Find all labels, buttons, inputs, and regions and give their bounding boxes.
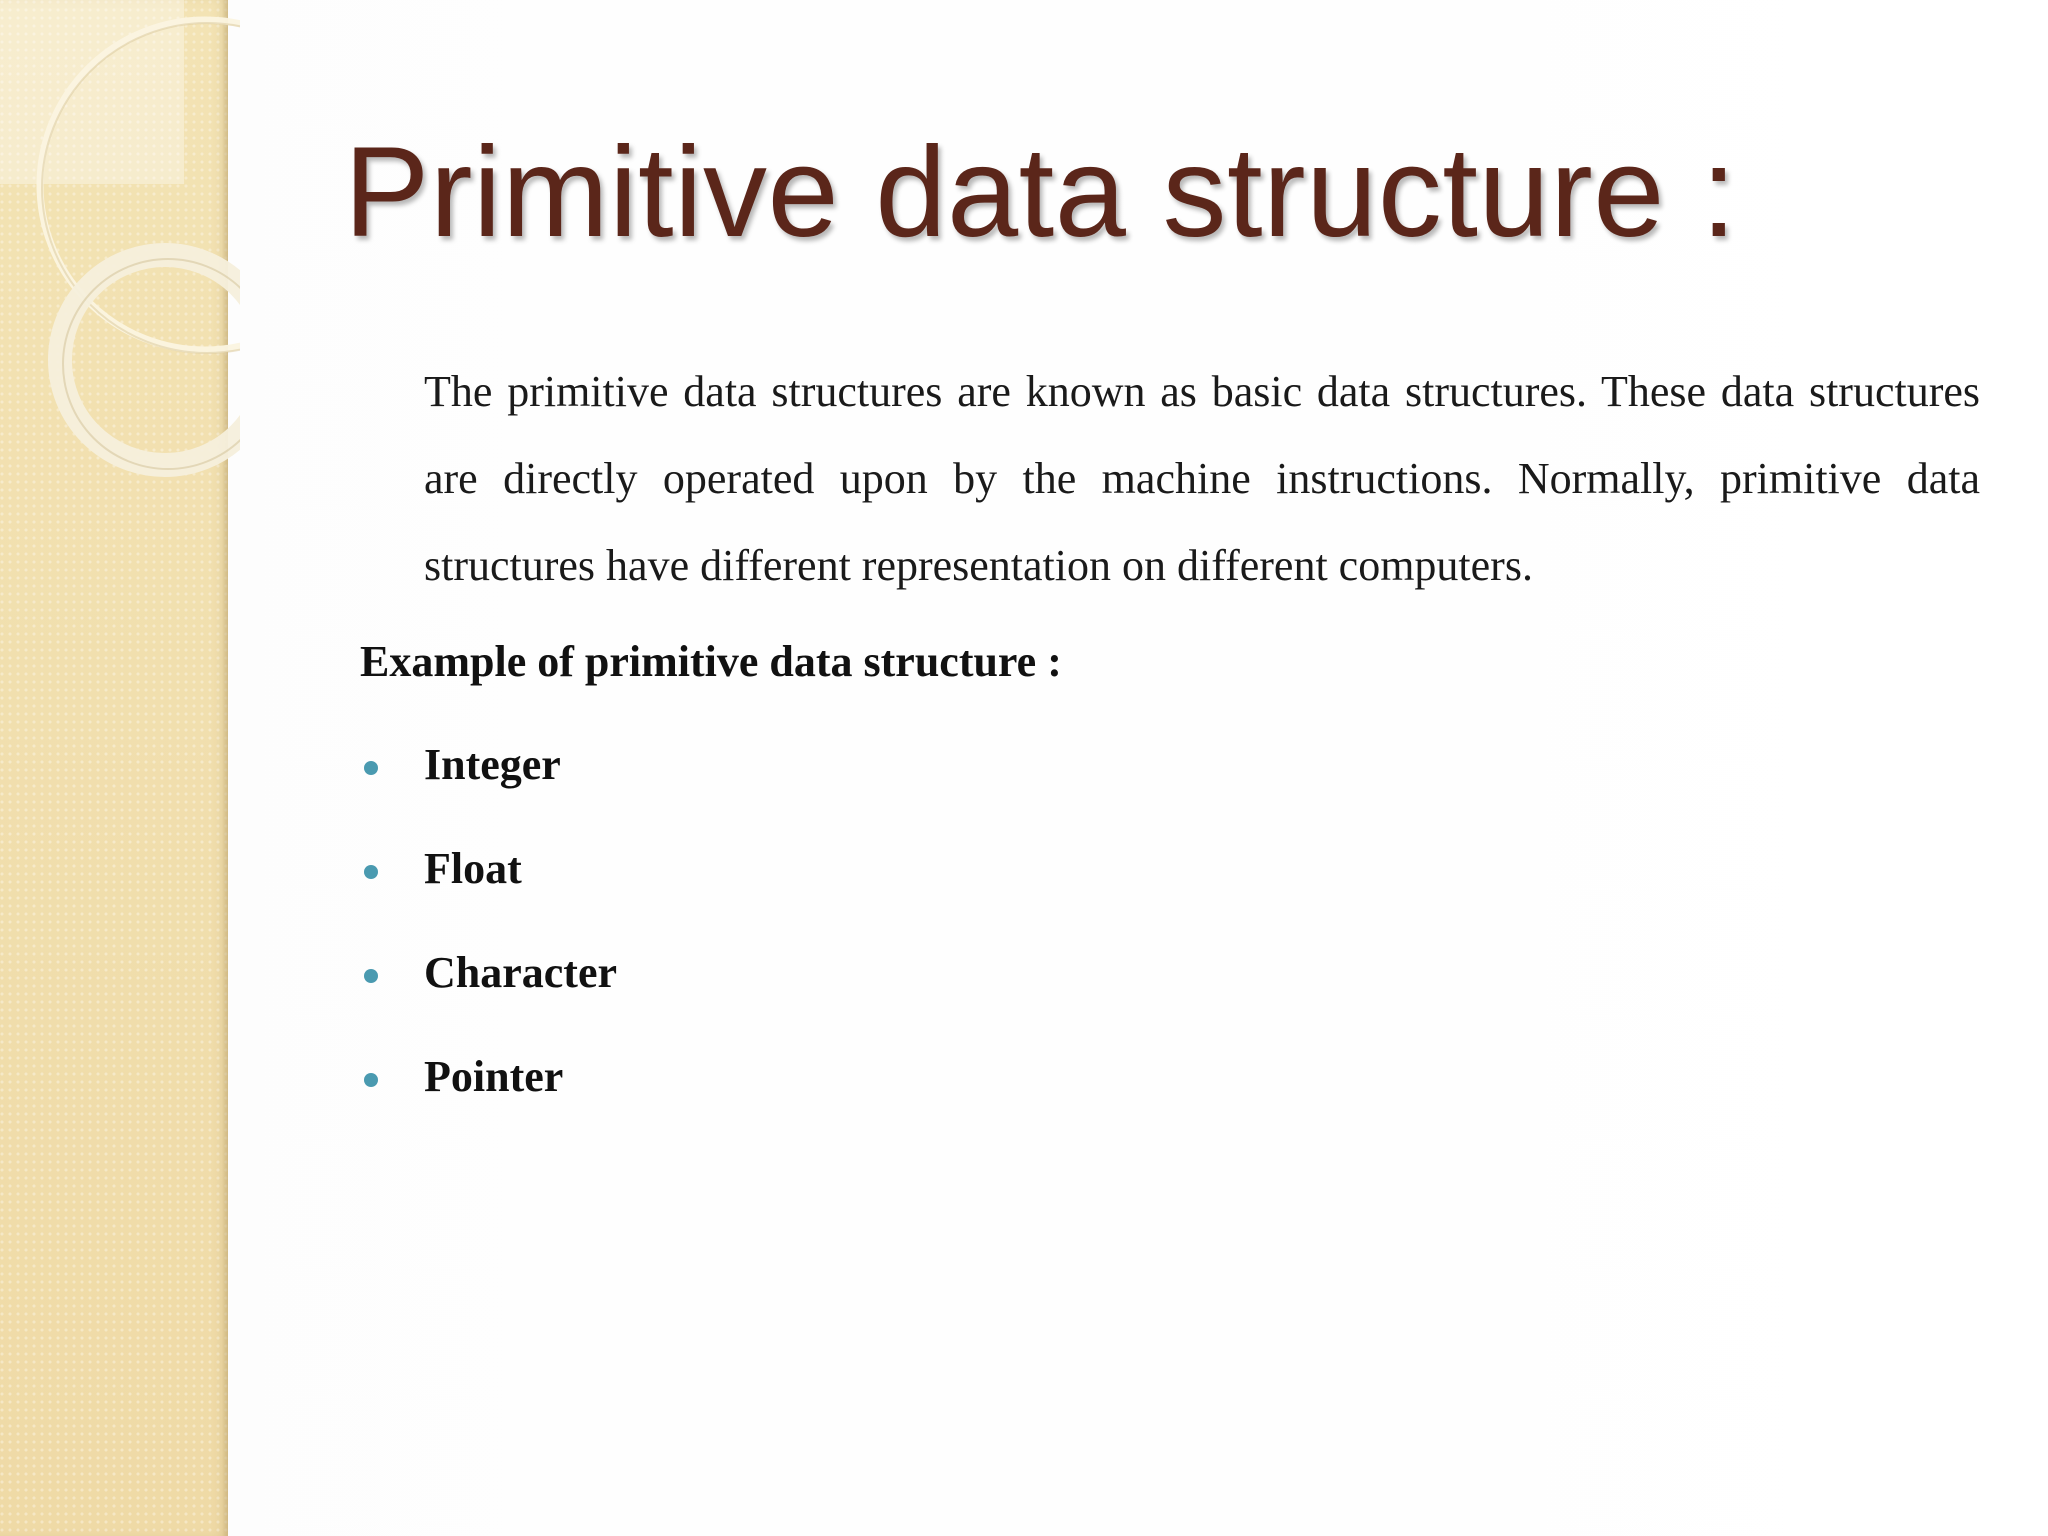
list-item bbox=[360, 938, 617, 1042]
list-item-label: Integer bbox=[424, 740, 561, 789]
list-item-label: Float bbox=[424, 844, 522, 893]
decorative-rings-icon bbox=[0, 0, 240, 520]
bullet-dot-icon bbox=[364, 761, 378, 775]
bullet-dot-icon bbox=[364, 969, 378, 983]
slide-title: Primitive data structure : bbox=[344, 121, 1737, 264]
description-paragraph: The primitive data structures are known as basic data structures. These data structures are directly operated upon by the machine instructions. Normally, primitive data structures have different representation on different computers. bbox=[424, 367, 1980, 590]
list-item bbox=[360, 730, 617, 834]
example-heading: Example of primitive data structure : bbox=[360, 637, 1062, 686]
list-item bbox=[360, 1042, 617, 1146]
bullet-dot-icon bbox=[364, 865, 378, 879]
bullet-dot-icon bbox=[364, 1073, 378, 1087]
list-item-label: Pointer bbox=[424, 1052, 564, 1101]
list-item-label: Character bbox=[424, 948, 618, 997]
list-item bbox=[360, 834, 617, 938]
example-list bbox=[360, 730, 617, 1146]
